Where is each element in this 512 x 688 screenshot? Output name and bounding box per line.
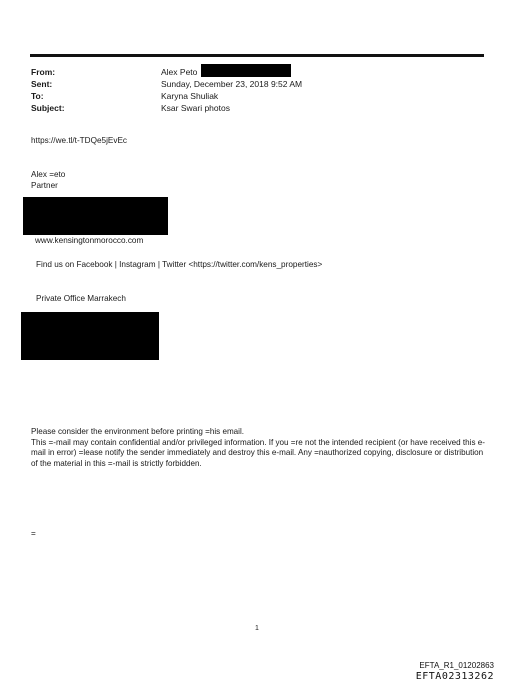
bates-number-primary: EFTA_R1_01202863 [419,661,494,670]
sent-label: Sent: [31,79,53,89]
social-links: Find us on Facebook | Instagram | Twitter <https://twitter.com/kens_properties> [36,260,323,269]
from-label: From: [31,67,56,77]
bates-number-secondary: EFTA02313262 [415,671,494,682]
signature-name: Alex =eto [31,170,66,179]
subject-label: Subject: [31,103,65,113]
to-value: Karyna Shuliak [161,91,219,101]
page-number: 1 [255,625,259,632]
wetransfer-link[interactable]: https://we.tl/t-TDQe5jEvEc [31,136,128,145]
redaction-from-email [201,64,291,77]
website-link[interactable]: www.kensingtonmorocco.com [35,236,144,245]
sent-value: Sunday, December 23, 2018 9:52 AM [161,79,303,89]
from-value: Alex Peto [161,67,198,77]
to-label: To: [31,91,44,101]
stray-character: = [31,529,36,538]
signature-title: Partner [31,181,58,190]
redaction-office-details [21,312,159,360]
environment-notice: Please consider the environment before printing =his email. [31,427,245,436]
confidentiality-notice: This =-mail may contain confidential and/or privileged information. If you =re not the intended recipient (or have received this e-mail in error) =lease notify the sender immediately and destroy this e-mail. Any =nauthorized copying, disclosure or distribution of the material in this =-mail is strictly forbidden. [31,438,485,468]
subject-value: Ksar Swari photos [161,103,230,113]
redaction-signature-block [23,197,168,235]
office-name: Private Office Marrakech [36,294,126,303]
header-divider [30,54,484,57]
